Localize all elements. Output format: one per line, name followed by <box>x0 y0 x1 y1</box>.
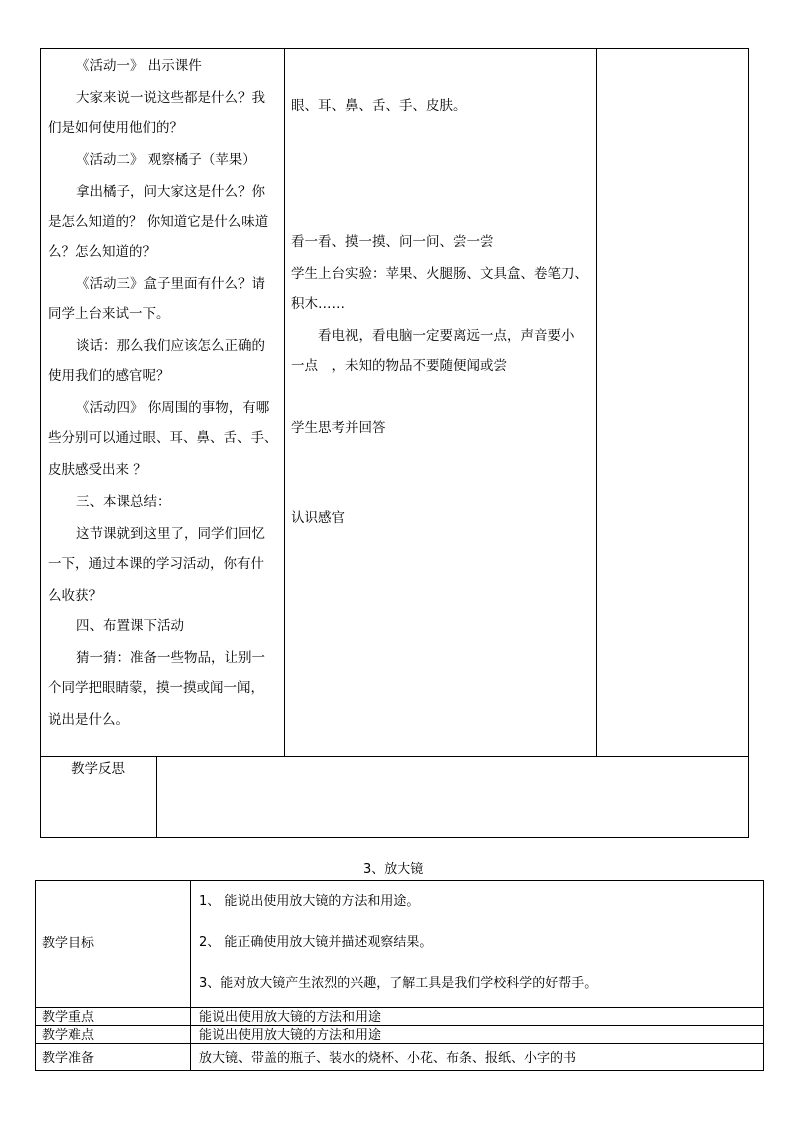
table1-col-divider-1 <box>284 48 285 756</box>
left-line: 们是如何使用他们的？ <box>48 120 183 136</box>
goal-item: 1、 能说出使用放大镜的方法和用途。 <box>199 894 420 909</box>
mid-line: 积木…… <box>291 296 345 312</box>
difficulty-value: 能说出使用放大镜的方法和用途 <box>199 1028 382 1043</box>
table2-row-divider-2 <box>35 1025 764 1026</box>
table1-border-top <box>40 48 749 49</box>
left-line: 谈话：那么我们应该怎么正确的 <box>76 338 265 354</box>
left-line: 《活动二》 观察橘子（苹果） <box>76 152 256 168</box>
table1-border-left <box>40 48 41 838</box>
table2-col-divider <box>190 880 191 1071</box>
mid-line: 看电视，看电脑一定要离远一点，声音要小 <box>318 328 575 344</box>
left-line: 《活动三》盒子里面有什么？请 <box>76 276 265 292</box>
prep-label: 教学准备 <box>42 1051 95 1066</box>
left-line: 四、布置课下活动 <box>76 618 184 634</box>
table2-border-right <box>763 880 764 1071</box>
goal-item: 2、 能正确使用放大镜并描述观察结果。 <box>199 935 433 950</box>
left-line: 么？怎么知道的？ <box>48 244 156 260</box>
prep-value: 放大镜、带盖的瓶子、装水的烧杯、小花、布条、报纸、小字的书 <box>199 1051 577 1066</box>
left-line: 这节课就到这里了，同学们回忆 <box>76 526 265 542</box>
table1-col-divider-2 <box>596 48 597 756</box>
left-line: 《活动四》 你周围的事物，有哪 <box>76 400 270 416</box>
table2-border-top <box>35 880 764 881</box>
left-line: 使用我们的感官呢？ <box>48 368 170 384</box>
table2-border-bottom <box>35 1070 764 1071</box>
table2-row-divider-1 <box>35 1007 764 1008</box>
difficulty-label: 教学难点 <box>42 1028 95 1043</box>
key-value: 能说出使用放大镜的方法和用途 <box>199 1010 382 1025</box>
table2-border-left <box>35 880 36 1071</box>
left-line: 么收获？ <box>48 588 102 604</box>
left-line: 《活动一》 出示课件 <box>76 58 202 74</box>
mid-line: 学生上台实验：苹果、火腿肠、文具盒、卷笔刀、 <box>291 266 588 282</box>
left-line: 些分别可以通过眼、耳、鼻、舌、手、 <box>48 430 278 446</box>
left-line: 大家来说一说这些都是什么？我 <box>76 90 265 106</box>
table2-row-divider-3 <box>35 1043 764 1044</box>
table1-reflection-divider <box>156 756 157 838</box>
goal-item: 3、能对放大镜产生浓烈的兴趣，了解工具是我们学校科学的好帮手。 <box>199 976 598 991</box>
left-line: 三、本课总结： <box>76 494 171 510</box>
left-line: 是怎么知道的？ 你知道它是什么味道 <box>48 214 269 230</box>
section-title: 3、放大镜 <box>363 862 424 877</box>
left-line: 一下，通过本课的学习活动，你有什 <box>48 556 264 572</box>
left-line: 皮肤感受出来 ？ <box>48 462 147 478</box>
left-line: 说出是什么。 <box>48 712 129 728</box>
table1-border-bottom <box>40 837 749 838</box>
left-line: 个同学把眼睛蒙，摸一摸或闻一闻， <box>48 680 264 696</box>
mid-line: 认识感官 <box>291 510 345 526</box>
goals-label: 教学目标 <box>42 936 95 951</box>
left-line: 拿出橘子，问大家这是什么？你 <box>76 184 265 200</box>
mid-line: 看一看、摸一摸、问一问、尝一尝 <box>291 234 494 250</box>
reflection-label: 教学反思 <box>71 761 125 777</box>
left-line: 猜一猜：准备一些物品，让别一 <box>76 650 265 666</box>
mid-line: 一点 ，未知的物品不要随便闻或尝 <box>291 358 507 374</box>
mid-line: 学生思考并回答 <box>291 420 386 436</box>
key-label: 教学重点 <box>42 1010 95 1025</box>
table1-border-mid <box>40 756 749 757</box>
mid-line: 眼、耳、鼻、舌、手、皮肤。 <box>291 98 467 114</box>
table1-border-right <box>748 48 749 838</box>
left-line: 同学上台来试一下。 <box>48 306 170 322</box>
